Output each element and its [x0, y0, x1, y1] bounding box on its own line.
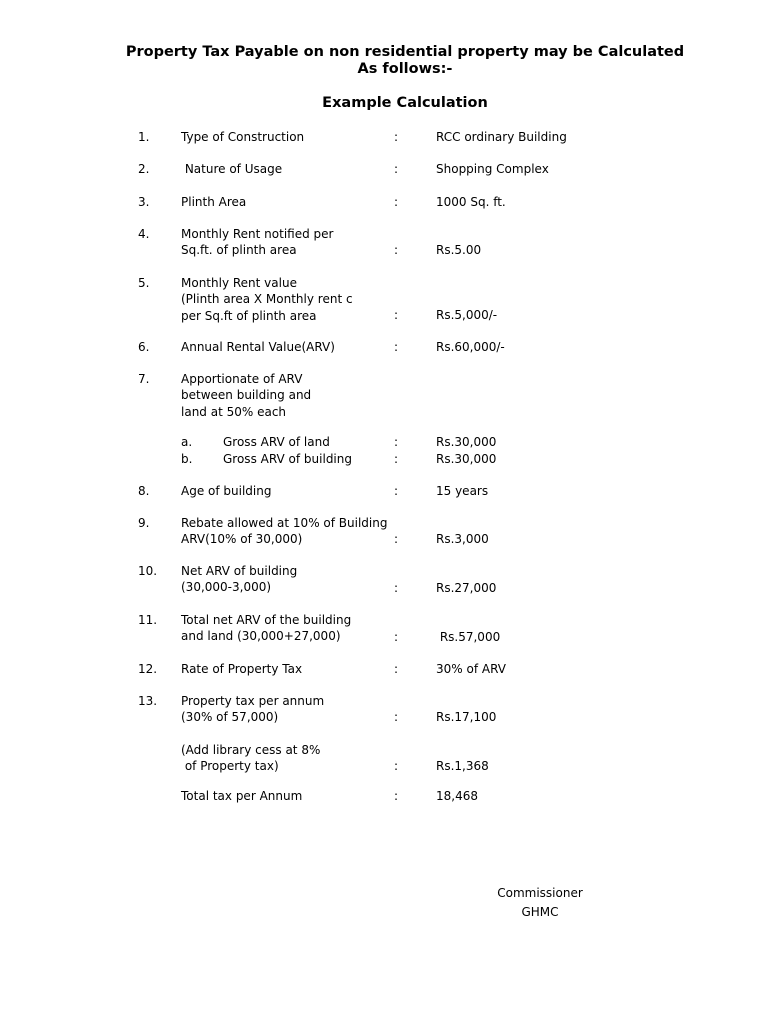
item-value: 1000 Sq. ft. [436, 195, 506, 209]
item-number: 5. [138, 276, 150, 290]
sub-item-label: Gross ARV of land [223, 435, 330, 449]
item-label: Total net ARV of the building and land (30,000+27,000) [181, 613, 352, 644]
item-label: Annual Rental Value(ARV) [181, 340, 335, 354]
item-value: Rs.57,000 [436, 630, 501, 644]
item-number: 2. [138, 162, 150, 176]
item-number: 1. [138, 130, 150, 144]
item-label: Type of Construction [181, 130, 305, 144]
sub-item-letter: a. [181, 435, 193, 449]
sub-item-label: Gross ARV of building [223, 452, 352, 466]
item-label: Nature of Usage [181, 162, 283, 176]
item-colon: : [394, 195, 399, 209]
item-label: Net ARV of building (30,000-3,000) [181, 564, 298, 595]
item-number: 9. [138, 516, 150, 530]
item-label: Monthly Rent value (Plinth area X Monthly rent c per Sq.ft of plinth area [181, 276, 353, 323]
total-tax-value: 18,468 [436, 789, 478, 803]
item-number: 7. [138, 372, 150, 386]
item-value: Rs.3,000 [436, 532, 489, 546]
total-tax-colon: : [394, 789, 399, 803]
item-number: 11. [138, 613, 158, 627]
item-label: Apportionate of ARV between building and land at 50% each [181, 372, 312, 419]
item-value: Rs.27,000 [436, 581, 497, 595]
item-colon: : [394, 581, 399, 595]
item-colon: : [394, 662, 399, 676]
sub-item-colon: : [394, 435, 399, 449]
item-colon: : [394, 630, 399, 644]
signature-org: GHMC [521, 905, 559, 919]
item-number: 8. [138, 484, 150, 498]
item-colon: : [394, 532, 399, 546]
item-colon: : [394, 340, 399, 354]
library-cess-value: Rs.1,368 [436, 759, 489, 773]
item-colon: : [394, 130, 399, 144]
signature-title: Commissioner [497, 886, 583, 900]
item-number: 12. [138, 662, 158, 676]
item-number: 6. [138, 340, 150, 354]
item-colon: : [394, 484, 399, 498]
item-value: Rs.5,000/- [436, 308, 498, 322]
item-value: 15 years [436, 484, 489, 498]
item-colon: : [394, 308, 399, 322]
item-value: Rs.60,000/- [436, 340, 505, 354]
item-number: 4. [138, 227, 150, 241]
item-colon: : [394, 243, 399, 257]
item-number: 3. [138, 195, 150, 209]
item-number: 13. [138, 694, 158, 708]
total-tax-label: Total tax per Annum [181, 789, 303, 803]
item-colon: : [394, 710, 399, 724]
item-label: Rate of Property Tax [181, 662, 303, 676]
item-colon: : [394, 162, 399, 176]
item-value: Rs.5.00 [436, 243, 482, 257]
item-label: Property tax per annum (30% of 57,000) [181, 694, 325, 725]
item-value: RCC ordinary Building [436, 130, 567, 144]
item-label: Rebate allowed at 10% of Building ARV(10% of 30,000) [181, 516, 388, 547]
item-value: Shopping Complex [436, 162, 549, 176]
item-number: 10. [138, 564, 158, 578]
document-subtitle: Example Calculation [322, 95, 488, 111]
item-value: 30% of ARV [436, 662, 506, 676]
library-cess-colon: : [394, 759, 399, 773]
item-label: Plinth Area [181, 195, 247, 209]
library-cess-label: (Add library cess at 8% of Property tax) [181, 743, 321, 774]
item-value: Rs.17,100 [436, 710, 497, 724]
sub-item-value: Rs.30,000 [436, 435, 497, 449]
sub-item-value: Rs.30,000 [436, 452, 497, 466]
item-label: Age of building [181, 484, 272, 498]
document-title: Property Tax Payable on non residential property may be Calculated As follows:- [125, 44, 685, 77]
sub-item-letter: b. [181, 452, 193, 466]
sub-item-colon: : [394, 452, 399, 466]
item-label: Monthly Rent notified per Sq.ft. of plinth area [181, 227, 334, 258]
